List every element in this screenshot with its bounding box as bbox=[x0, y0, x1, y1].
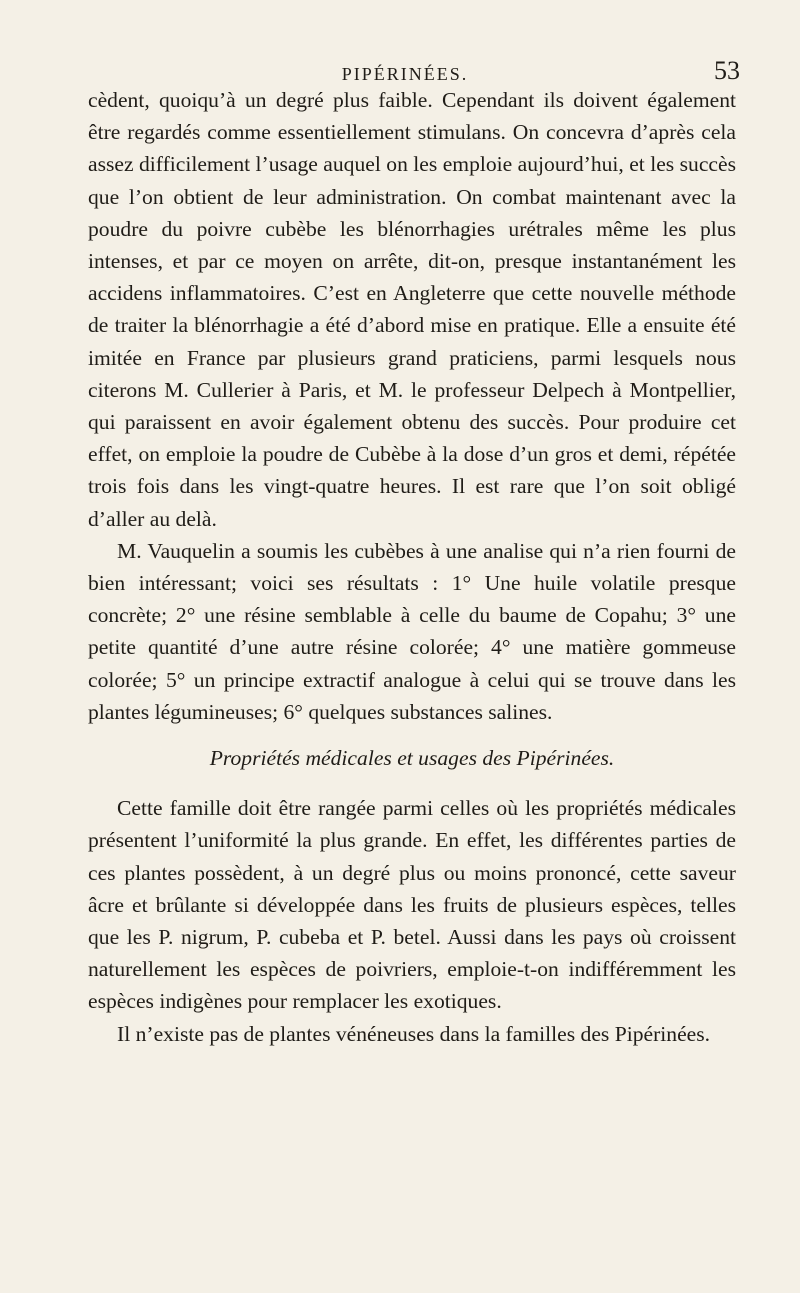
paragraph-2: M. Vauquelin a soumis les cubèbes à une analise qui n’a rien fourni de bien intéressant; voici ses résultats : 1° Une huile volatile presque concrète; 2° une résine semblable à celle du baume de Copahu; 3° une petite quantité d’une autre résine colorée; 4° une matière gommeuse colorée; 5° un principe extractif analogue à celui qui se trouve dans les plantes légumineuses; 6° quelques substances salines. bbox=[88, 538, 736, 724]
section-title: Propriétés médicales et usages des Pipérinées. bbox=[209, 746, 615, 771]
paragraph-3: Cette famille doit être rangée parmi celles où les propriétés médicales présentent l’uniformité la plus grande. En effet, les différentes parties de ces plantes possèdent, à un degré plus ou moins prononcé, cette saveur âcre et brûlante si développée dans les fruits de plusieurs espèces, telles que les P. nigrum, P. cubeba et P. betel. Aussi dans les pays où croissent naturellement les espèces de poivriers, emploie-t-on indifféremment les espèces indigènes pour remplacer les exotiques. bbox=[88, 796, 736, 1014]
paragraph-4: Il n’existe pas de plantes vénéneuses dans la familles des Pipérinées. bbox=[117, 1021, 711, 1046]
body-text bbox=[88, 84, 736, 1050]
page-number: 53 bbox=[714, 56, 740, 85]
running-title: PIPÉRINÉES. bbox=[341, 64, 469, 84]
paragraph-1: cèdent, quoiqu’à un degré plus faible. Cependant ils doivent également être regardés comme essentiellement stimulans. On concevra d’après cela assez difficilement l’usage auquel on les emploie aujourd’hui, et les succès que l’on obtient de leur administration. On combat maintenant avec la poudre du poivre cubèbe les blénorrhagies urétrales même les plus intenses, et par ce moyen on arrête, dit-on, presque instantanément les accidens inflammatoires. C’est en Angleterre que cette nouvelle méthode de traiter la blénorrhagie a été d’abord mise en pratique. Elle a ensuite été imitée en France par plusieurs grand praticiens, parmi lesquels nous citerons M. Cullerier à Paris, et M. le professeur Delpech à Montpellier, qui paraissent en avoir également obtenu des succès. Pour produire cet effet, on emploie la poudre de Cubèbe à la dose d’un gros et demi, répétée trois fois dans les vingt-quatre heures. Il est rare que l’on soit obligé d’aller au delà. bbox=[88, 88, 736, 531]
